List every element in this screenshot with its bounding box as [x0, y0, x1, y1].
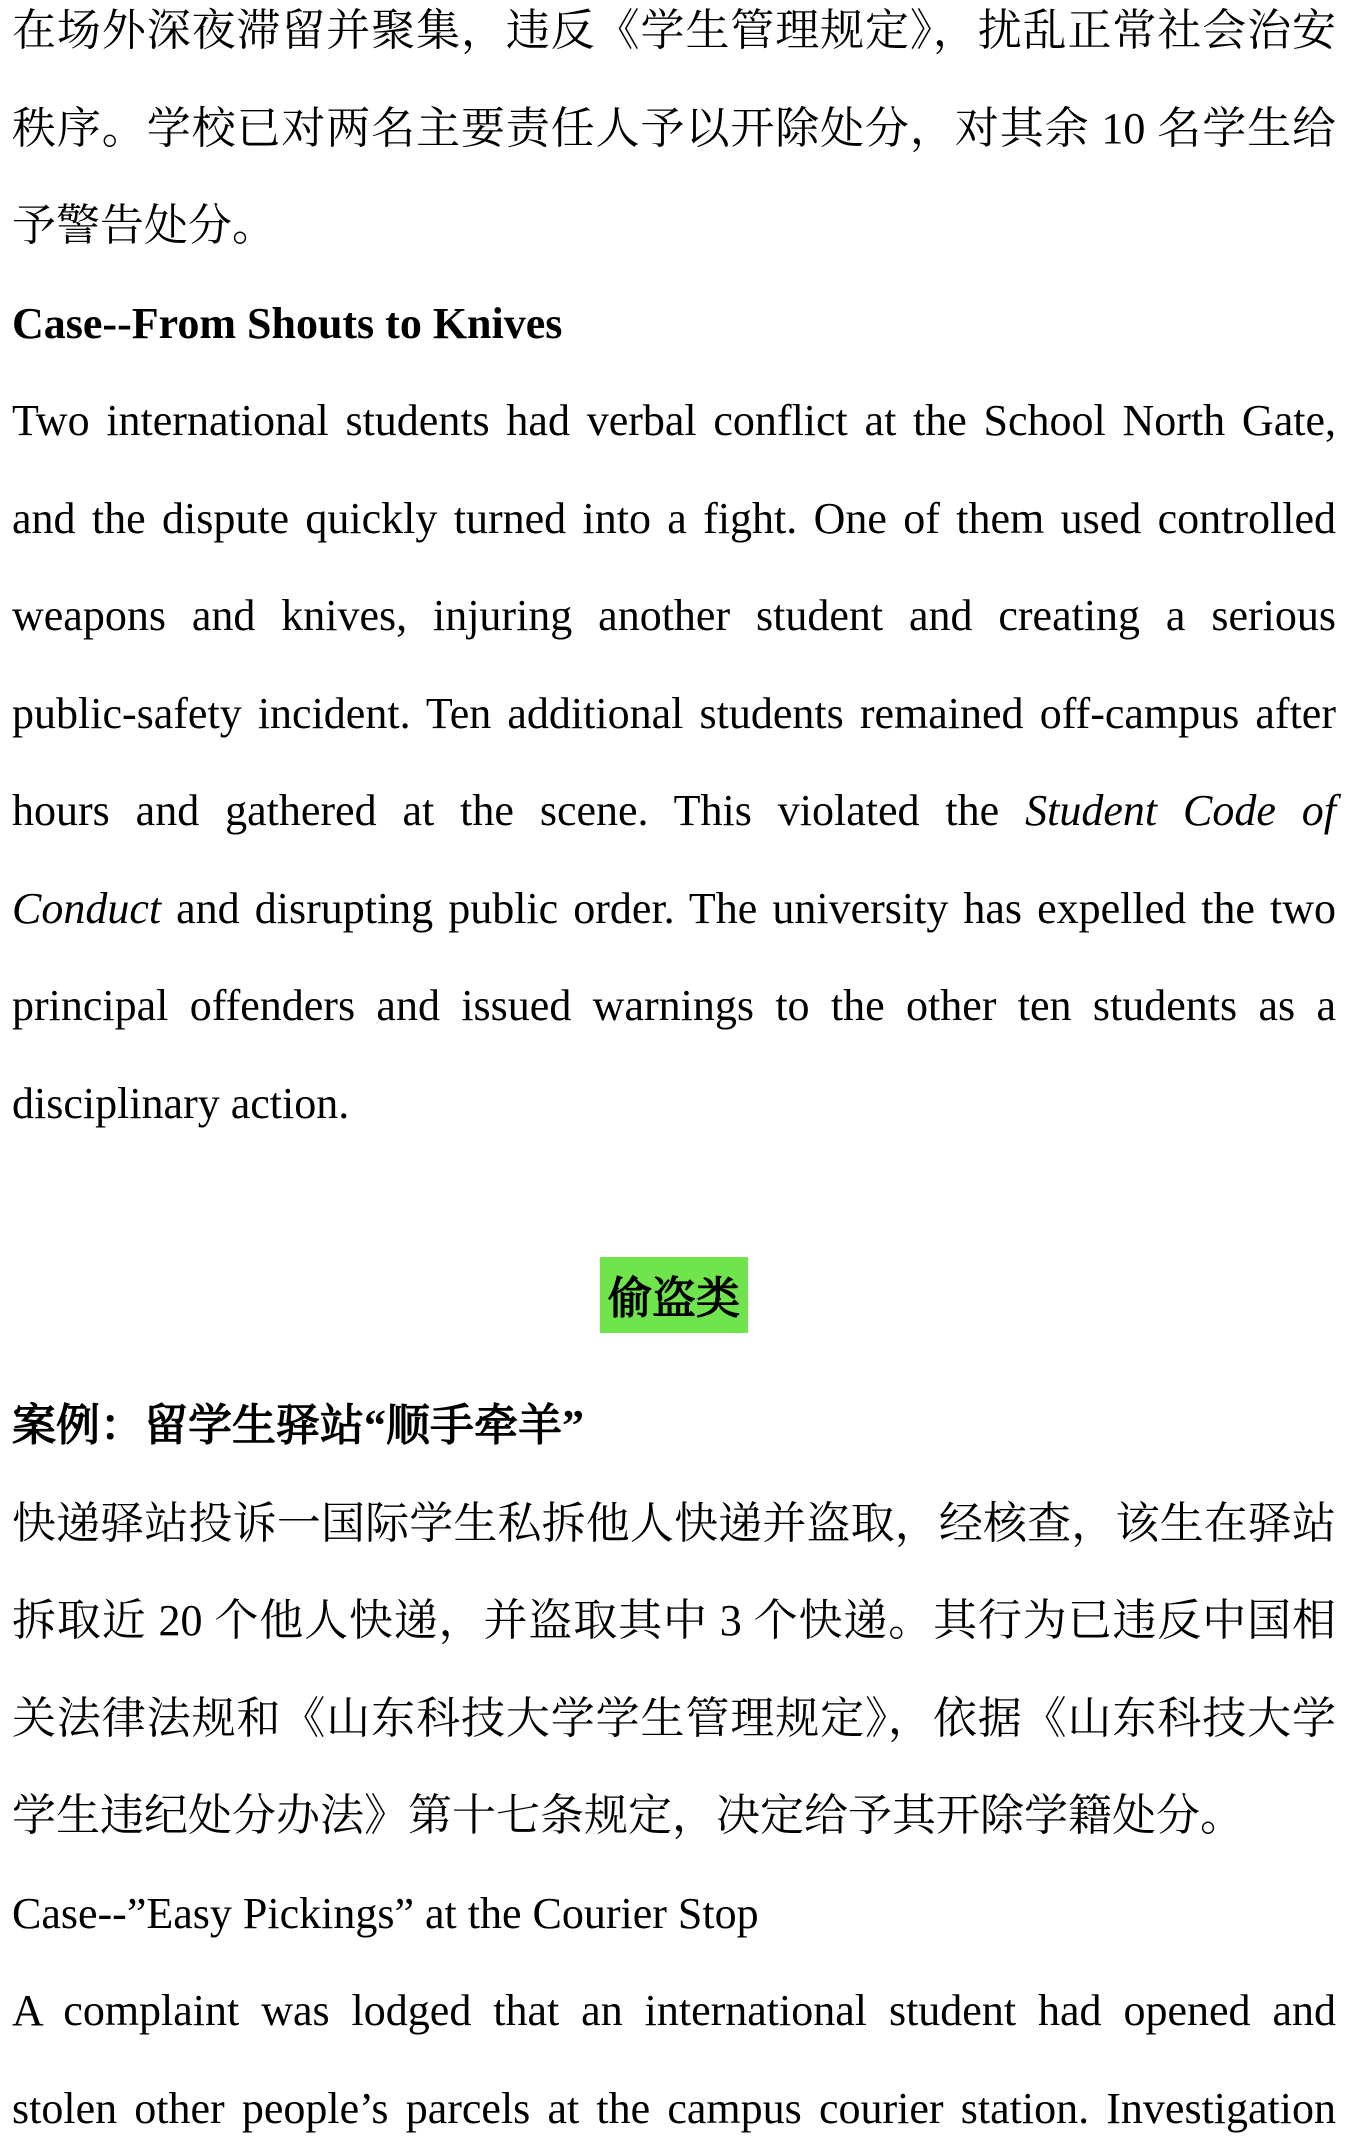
heading-case-courier-zh: 案例：留学生驿站“顺手牵羊”: [12, 1401, 584, 1450]
blank-line: [12, 1152, 1336, 1250]
heading-case-easy-pickings: Case--”Easy Pickings” at the Courier Stop: [12, 1888, 759, 1938]
text-line: 在场外深夜滞留并聚集，违反《学生管理规定》，扰乱正常社会治安: [12, 6, 1336, 55]
heading-case-from-shouts-to-knives: Case--From Shouts to Knives: [12, 298, 563, 348]
text-line: weapons and knives, injuring another student and creating a serious: [12, 591, 1336, 640]
text-run-italic: Conduct: [12, 883, 162, 933]
text-line: [12, 762, 1336, 860]
text-line: 关法律法规和《山东科技大学学生管理规定》，依据《山东科技大学: [12, 1693, 1336, 1743]
text-line: and the dispute quickly turned into a fight. One of them used controlled: [12, 493, 1336, 543]
paragraph-en-courier-theft: [12, 1962, 1336, 2152]
paragraph-zh-gathering-penalty: [12, 0, 1336, 275]
category-heading-line: [12, 1250, 1336, 1348]
text-line: 秩序。学校已对两名主要责任人予以开除处分，对其余 10 名学生给: [12, 103, 1336, 153]
text-run: and disrupting public order. The university has expelled the two: [161, 883, 1336, 933]
paragraph-zh-courier-theft: [12, 1475, 1336, 1865]
text-line: 快递驿站投诉一国际学生私拆他人快递并盗取，经核查，该生在驿站: [12, 1498, 1336, 1548]
text-line: public-safety incident. Ten additional students remained off-campus after: [12, 688, 1336, 738]
text-line: A complaint was lodged that an international student had opened and: [12, 1986, 1336, 2035]
paragraph-en-knife-incident: [12, 372, 1336, 1152]
text-line: [12, 860, 1336, 958]
document-content: [12, 0, 1336, 2152]
text-line: 学生违纪处分办法》第十七条规定，决定给予其开除学籍处分。: [12, 1791, 1244, 1840]
text-run: hours and gathered at the scene. This violated the: [12, 786, 1026, 835]
text-run-italic: Student Code of: [1025, 786, 1336, 835]
text-line: principal offenders and issued warnings to the other ten students as a: [12, 981, 1336, 1030]
text-line: 予警告处分。: [12, 201, 276, 250]
highlight-theft-category: 偷盗类: [600, 1257, 748, 1333]
text-line: disciplinary action.: [12, 1078, 350, 1128]
text-line: stolen other people’s parcels at the campus courier station. Investigation: [12, 2083, 1336, 2133]
text-line: 拆取近 20 个他人快递，并盗取其中 3 个快递。其行为已违反中国相: [12, 1596, 1336, 1645]
text-line: Two international students had verbal conflict at the School North Gate,: [12, 396, 1336, 445]
